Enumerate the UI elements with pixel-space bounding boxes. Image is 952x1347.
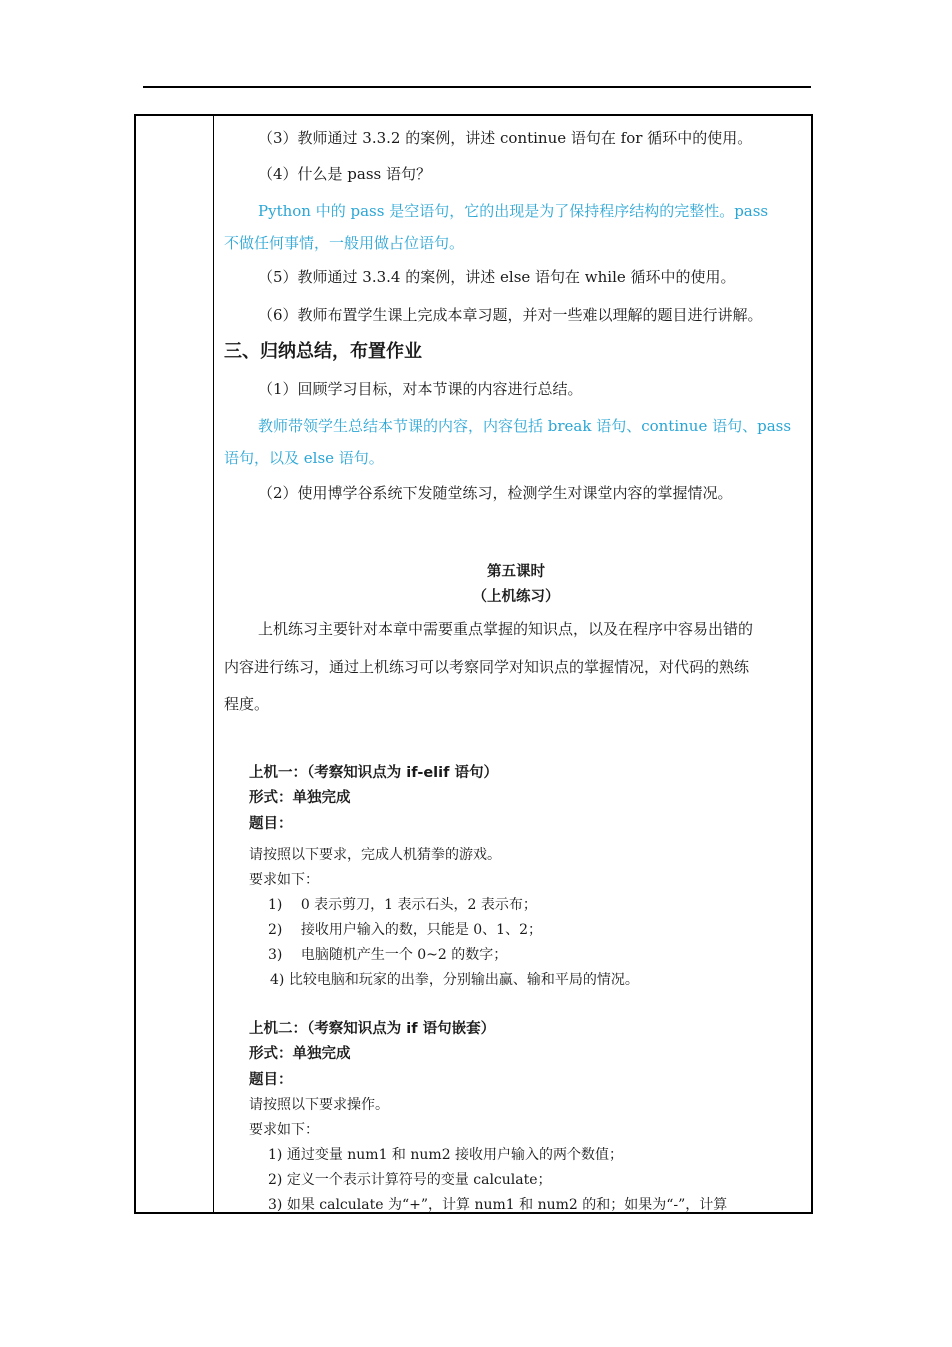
intro-line-1: 上机练习主要针对本章中需要重点掌握的知识点，以及在程序中容易出错的 <box>258 620 754 638</box>
exercise-1-item: 4) 比较电脑和玩家的出拳，分别输出赢、输和平局的情况。 <box>270 972 639 988</box>
exercise-1-topic: 题目： <box>249 816 293 832</box>
pass-answer-line-2: 不做任何事情，一般用做占位语句。 <box>224 234 465 252</box>
exercise-2-item: 1) 通过变量 num1 和 num2 接收用户输入的两个数值； <box>268 1147 624 1163</box>
intro-line-3: 程度。 <box>224 695 270 713</box>
column-divider <box>213 116 214 1212</box>
intro-line-2: 内容进行练习，通过上机练习可以考察同学对知识点的掌握情况，对代码的熟练 <box>224 658 750 676</box>
exercise-2-topic: 题目： <box>249 1072 293 1088</box>
exercise-1-item: 2) 接收用户输入的数，只能是 0、1、2； <box>268 922 542 938</box>
exercise-1-title: 上机一：（考察知识点为 if-elif 语句） <box>249 765 498 781</box>
lesson-subtitle: （上机练习） <box>472 589 560 605</box>
para-6: （6）教师布置学生课上完成本章习题，并对一些难以理解的题目进行讲解。 <box>258 306 763 324</box>
summary-line-1: 教师带领学生总结本节课的内容，内容包括 break 语句、continue 语句、pass <box>258 417 792 435</box>
lesson-table <box>134 114 813 1214</box>
exercise-2-form: 形式：单独完成 <box>249 1046 351 1062</box>
section-heading: 三、归纳总结，布置作业 <box>224 341 422 362</box>
header-rule <box>143 86 811 88</box>
para-3: （3）教师通过 3.3.2 的案例，讲述 continue 语句在 for 循环中的使用。 <box>258 129 753 147</box>
summary-line-2: 语句，以及 else 语句。 <box>224 449 384 467</box>
exercise-2-title: 上机二：（考察知识点为 if 语句嵌套） <box>249 1021 496 1037</box>
para-5: （5）教师通过 3.3.4 的案例，讲述 else 语句在 while 循环中的使用。 <box>258 268 736 286</box>
summary-para-1: （1）回顾学习目标，对本节课的内容进行总结。 <box>258 380 583 398</box>
exercise-2-req: 要求如下： <box>249 1122 319 1138</box>
exercise-1-desc: 请按照以下要求，完成人机猜拳的游戏。 <box>249 847 501 863</box>
exercise-2-desc: 请按照以下要求操作。 <box>249 1097 389 1113</box>
para-4: （4）什么是 pass 语句？ <box>258 165 432 183</box>
summary-para-2: （2）使用博学谷系统下发随堂练习，检测学生对课堂内容的掌握情况。 <box>258 484 733 502</box>
exercise-1-req: 要求如下： <box>249 872 319 888</box>
exercise-1-item: 1) 0 表示剪刀，1 表示石头，2 表示布； <box>268 897 537 913</box>
exercise-1-form: 形式：单独完成 <box>249 790 351 806</box>
lesson-title: 第五课时 <box>487 564 545 580</box>
exercise-1-item: 3) 电脑随机产生一个 0~2 的数字； <box>268 947 508 963</box>
exercise-2-item: 3) 如果 calculate 为“+”，计算 num1 和 num2 的和；如果为“-”，计算 <box>268 1197 728 1213</box>
exercise-2-item: 2) 定义一个表示计算符号的变量 calculate； <box>268 1172 552 1188</box>
pass-answer-line-1: Python 中的 pass 是空语句，它的出现是为了保持程序结构的完整性。pass <box>258 202 769 220</box>
